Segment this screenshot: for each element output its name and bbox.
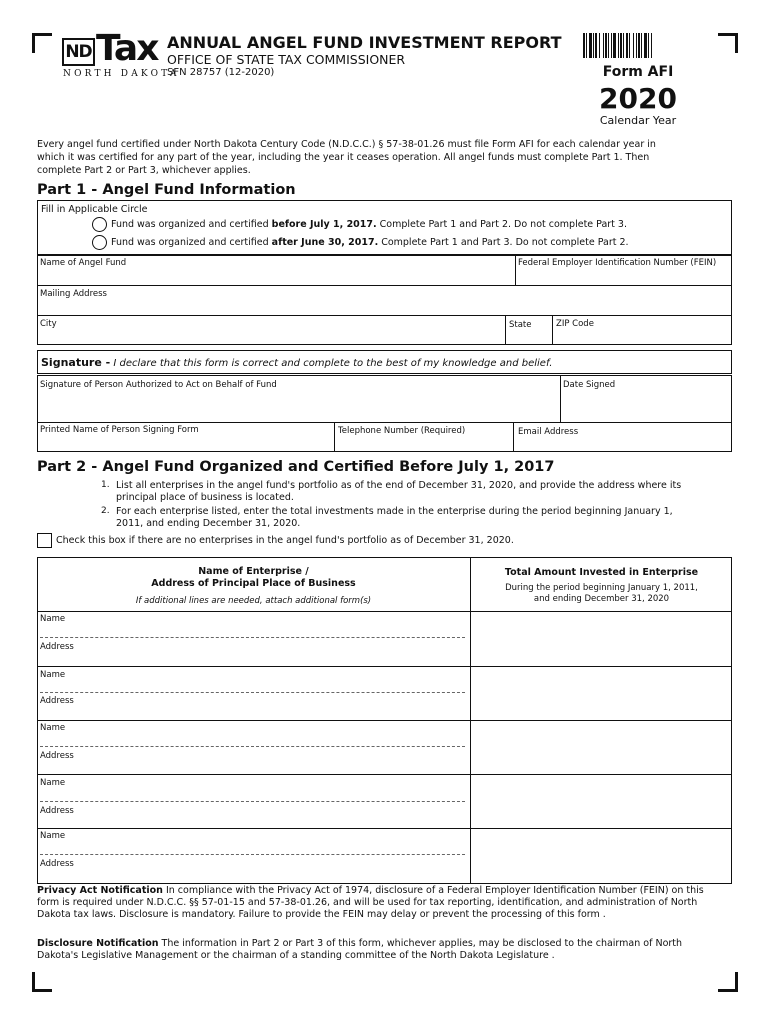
option-after-june-2017 xyxy=(111,237,629,248)
zip-label: ZIP Code xyxy=(556,319,594,329)
signature-bold-label: Signature - xyxy=(41,356,111,369)
option1-pre: Fund was organized and certified xyxy=(111,219,272,230)
corner-mark-bottom-left xyxy=(32,972,52,992)
col2-subheader xyxy=(471,583,732,605)
form-title: ANNUAL ANGEL FUND INVESTMENT REPORT xyxy=(167,33,562,52)
logo-tax: Tax xyxy=(96,28,158,69)
row-name-line xyxy=(40,801,465,802)
option1-post: Complete Part 1 and Part 2. Do not complete Part 3. xyxy=(376,219,627,230)
row-name-label: Name xyxy=(40,723,66,733)
privacy-notice xyxy=(37,885,725,921)
telephone-label: Telephone Number (Required) xyxy=(338,426,466,436)
signature-field-label: Signature of Person Authorized to Act on Behalf of Fund xyxy=(40,380,277,390)
disclosure-notice xyxy=(37,938,725,962)
date-signed-label: Date Signed xyxy=(563,380,616,390)
no-enterprises-label: Check this box if there are no enterprises in the angel fund's portfolio as of December 31, 2020. xyxy=(56,535,514,546)
barcode xyxy=(583,33,695,58)
row-name-line xyxy=(40,692,465,693)
no-enterprises-checkbox[interactable] xyxy=(37,533,52,548)
form-year: 2020 xyxy=(599,82,677,115)
row-name-line xyxy=(40,746,465,747)
option2-pre: Fund was organized and certified xyxy=(111,237,272,248)
privacy-notice-text: In compliance with the Privacy Act of 1974, disclosure of a Federal Employer Identification Number (FEIN) on this form is required under N.D.C.C. §§ 57-01-15 and 57-38-01.26, and will be used for tax reporting, identification, and administration of North Dakota tax laws. Disclosure is mandatory. Failure to provide the FEIN may delay or prevent the processing of this form . xyxy=(37,885,704,920)
city-label: City xyxy=(40,319,57,329)
table-header-divider xyxy=(37,611,732,612)
corner-mark-top-left xyxy=(32,33,52,53)
option2-bold: after June 30, 2017. xyxy=(271,237,379,248)
intro-paragraph: Every angel fund certified under North Dakota Century Code (N.D.C.C.) § 57-38-01.26 must file Form AFI for each calendar year in which it was certified for any part of the year, including the year it ceases operation. All angel funds must complete Part 1. Then complete Part 2 or Part 3, whichever applies. xyxy=(37,139,656,176)
col1-header-line2: Address of Principal Place of Business xyxy=(151,578,356,589)
col2-subheader-line1: During the period beginning January 1, 2011, xyxy=(505,583,698,593)
instruction-1: List all enterprises in the angel fund's portfolio as of the end of December 31, 2020, and provide the address where its principal place of business is located. xyxy=(116,480,682,503)
option-before-july-2017 xyxy=(111,219,627,230)
col1-note: If additional lines are needed, attach additional form(s) xyxy=(135,596,372,606)
privacy-notice-title: Privacy Act Notification xyxy=(37,885,163,896)
mailing-address-field[interactable] xyxy=(37,285,732,316)
row-name-label: Name xyxy=(40,831,66,841)
signature-declaration xyxy=(41,356,552,369)
fill-circle-label: Fill in Applicable Circle xyxy=(41,204,148,215)
col2-header: Total Amount Invested in Enterprise xyxy=(504,567,699,578)
row-name-label: Name xyxy=(40,670,66,680)
mailing-address-label: Mailing Address xyxy=(40,289,107,299)
calendar-year-label: Calendar Year xyxy=(599,114,677,127)
sfn-number: SFN 28757 (12-2020) xyxy=(167,67,275,78)
instruction-2: For each enterprise listed, enter the total investments made in the enterprise during the period beginning January 1, 2011, and ending December 31, 2020. xyxy=(116,506,673,529)
option2-post: Complete Part 1 and Part 3. Do not complete Part 2. xyxy=(378,237,629,248)
corner-mark-top-right xyxy=(718,33,738,53)
row-address-label: Address xyxy=(40,751,74,761)
row-divider xyxy=(37,720,732,721)
disclosure-notice-text: The information in Part 2 or Part 3 of this form, whichever applies, may be disclosed to the chairman of North Dakota's Legislative Management or the chairman of a standing committee of the North Dakota Legislature . xyxy=(37,938,683,961)
part2-heading: Part 2 - Angel Fund Organized and Certified Before July 1, 2017 xyxy=(37,459,555,475)
option1-bold: before July 1, 2017. xyxy=(271,219,377,230)
city-field[interactable] xyxy=(37,315,506,345)
email-label: Email Address xyxy=(518,427,579,437)
printed-name-label: Printed Name of Person Signing Form xyxy=(40,425,199,435)
row-name-line xyxy=(40,637,465,638)
fein-label: Federal Employer Identification Number (FEIN) xyxy=(518,258,717,268)
col1-header-line1: Name of Enterprise / xyxy=(198,566,309,577)
form-id: Form AFI xyxy=(602,64,674,80)
row-address-label: Address xyxy=(40,642,74,652)
row-divider xyxy=(37,774,732,775)
instruction-1-number: 1. xyxy=(101,480,110,490)
fund-name-label: Name of Angel Fund xyxy=(40,258,127,268)
row-address-label: Address xyxy=(40,859,74,869)
row-divider xyxy=(37,828,732,829)
col2-subheader-line2: and ending December 31, 2020 xyxy=(533,594,670,604)
radio-after-june-2017[interactable] xyxy=(92,235,107,250)
row-address-label: Address xyxy=(40,806,74,816)
row-name-label: Name xyxy=(40,778,66,788)
row-address-label: Address xyxy=(40,696,74,706)
row-divider xyxy=(37,666,732,667)
col1-header xyxy=(37,566,470,590)
logo-state: NORTH DAKOTA xyxy=(63,69,180,79)
corner-mark-bottom-right xyxy=(718,972,738,992)
logo-nd: ND xyxy=(62,38,95,66)
office-name: OFFICE OF STATE TAX COMMISSIONER xyxy=(167,52,406,67)
disclosure-notice-title: Disclosure Notification xyxy=(37,938,159,949)
instruction-2-number: 2. xyxy=(101,506,110,516)
row-name-label: Name xyxy=(40,614,66,624)
state-label: State xyxy=(509,320,532,330)
radio-before-july-2017[interactable] xyxy=(92,217,107,232)
row-name-line xyxy=(40,854,465,855)
part1-heading: Part 1 - Angel Fund Information xyxy=(37,182,296,198)
signature-declaration-text: I declare that this form is correct and complete to the best of my knowledge and belief. xyxy=(113,358,553,369)
